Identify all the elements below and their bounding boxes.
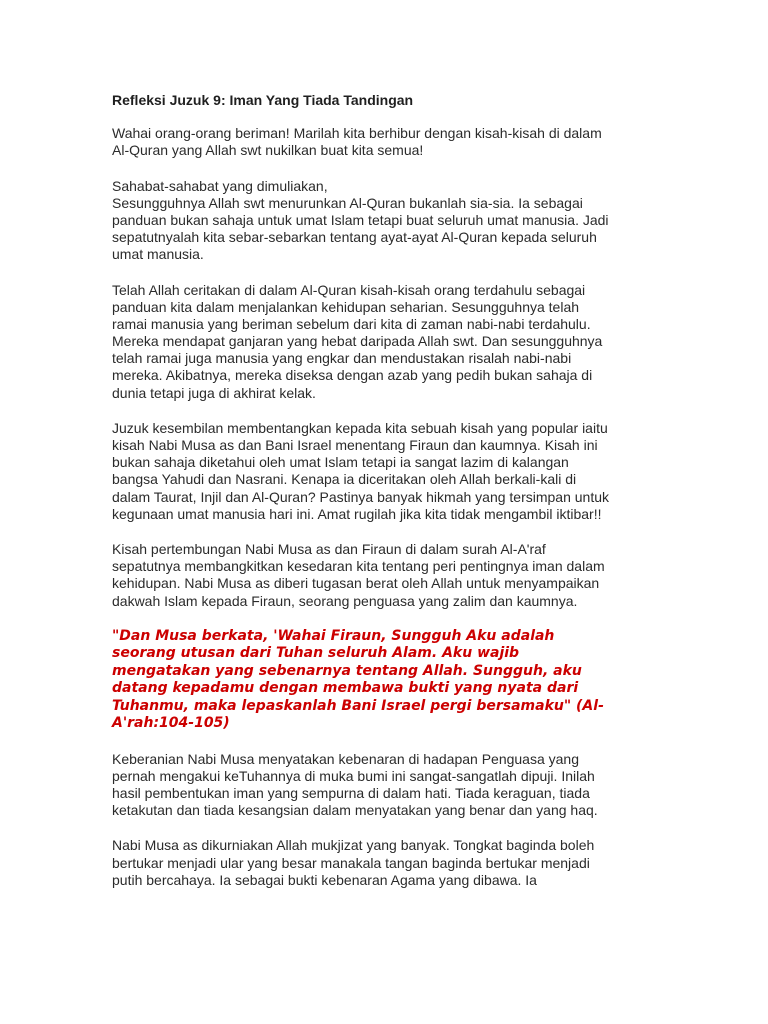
- text-line: bangsa Yahudi dan Nasrani. Kenapa ia diceritakan oleh Allah berkali-kali di: [112, 471, 577, 488]
- document-body: [112, 92, 732, 907]
- text-line: Kisah pertembungan Nabi Musa as dan Firaun di dalam surah Al-A'raf: [112, 540, 546, 557]
- paragraph-mukjizat: [112, 837, 732, 889]
- paragraph-keberanian: [112, 751, 732, 820]
- text-line: Wahai orang-orang beriman! Marilah kita berhibur dengan kisah-kisah di dalam: [112, 125, 602, 142]
- text-line: Keberanian Nabi Musa menyatakan kebenaran di hadapan Penguasa yang: [112, 750, 580, 767]
- quote-line: datang kepadamu dengan membawa bukti yang nyata dari: [112, 680, 579, 697]
- paragraph-juzuk-kesembilan: [112, 420, 732, 523]
- text-line: umat manusia.: [112, 246, 204, 263]
- quote-line: A'rah:104-105): [112, 715, 230, 732]
- text-line: kehidupan. Nabi Musa as diberi tugasan berat oleh Allah untuk menyampaikan: [112, 575, 600, 592]
- text-line: panduan bukan sahaja untuk umat Islam tetapi buat seluruh umat manusia. Jadi: [112, 211, 609, 228]
- paragraph-pertembungan: [112, 541, 732, 610]
- text-line: Sesungguhnya Allah swt menurunkan Al-Quran bukanlah sia-sia. Ia sebagai: [112, 194, 583, 211]
- text-line: Telah Allah ceritakan di dalam Al-Quran kisah-kisah orang terdahulu sebagai: [112, 281, 586, 298]
- text-line: Al-Quran yang Allah swt nukilkan buat kita semua!: [112, 142, 424, 159]
- quote-line: seorang utusan dari Tuhan seluruh Alam. Aku wajib: [112, 645, 520, 662]
- text-line: telah ramai juga manusia yang engkar dan mendustakan risalah nabi-nabi: [112, 350, 572, 367]
- text-line: Nabi Musa as dikurniakan Allah mukjizat yang banyak. Tongkat baginda boleh: [112, 837, 595, 854]
- text-line: dalam Taurat, Injil dan Al-Quran? Pastinya banyak hikmah yang tersimpan untuk: [112, 488, 610, 505]
- quote-line: Tuhanmu, maka lepaskanlah Bani Israel pergi bersamaku" (Al-: [112, 697, 604, 714]
- text-line: hasil pembentukan iman yang sempurna di dalam hati. Tiada keraguan, tiada: [112, 785, 590, 802]
- text-line: Sahabat-sahabat yang dimuliakan,: [112, 177, 328, 194]
- text-line: Mereka mendapat ganjaran yang hebat daripada Allah swt. Dan sesungguhnya: [112, 333, 603, 350]
- quote-line: mengatakan yang sebenarnya tentang Allah. Sungguh, aku: [112, 662, 582, 679]
- text-line: bertukar menjadi ular yang besar manakala tangan baginda bertukar menjadi: [112, 854, 590, 871]
- text-line: mereka. Akibatnya, mereka diseksa dengan azab yang pedih bukan sahaja di: [112, 367, 593, 384]
- text-line: kisah Nabi Musa as dan Bani Israel menentang Firaun dan kaumnya. Kisah ini: [112, 437, 598, 453]
- text-line: sepatutnya membangkitkan kesedaran kita tentang peri pentingnya iman dalam: [112, 558, 605, 575]
- text-line: Juzuk kesembilan membentangkan kepada kita sebuah kisah yang popular iaitu: [112, 419, 608, 436]
- quran-quote: [112, 628, 732, 733]
- quote-line: "Dan Musa berkata, 'Wahai Firaun, Sungguh Aku adalah: [112, 627, 555, 644]
- document-title: Refleksi Juzuk 9: Iman Yang Tiada Tandingan: [112, 92, 414, 108]
- text-line: putih bercahaya. Ia sebagai bukti kebenaran Agama yang dibawa. Ia: [112, 871, 537, 888]
- text-line: ketakutan dan tiada kesangsian dalam menyatakan yang benar dan yang haq.: [112, 802, 598, 819]
- text-line: ramai manusia yang beriman sebelum dari kita di zaman nabi-nabi terdahulu.: [112, 315, 591, 332]
- text-line: kegunaan umat manusia hari ini. Amat rugilah jika kita tidak mengambil iktibar!!: [112, 505, 602, 522]
- text-line: dunia tetapi juga di akhirat kelak.: [112, 384, 316, 401]
- text-line: bukan sahaja diketahui oleh umat Islam tetapi ia sangat lazim di kalangan: [112, 454, 569, 471]
- text-line: pernah mengakui keTuhannya di muka bumi ini sangat-sangatlah dipuji. Inilah: [112, 767, 595, 784]
- text-line: panduan kita dalam menjalankan kehidupan seharian. Sesungguhnya telah: [112, 298, 580, 315]
- text-line: dakwah Islam kepada Firaun, seorang penguasa yang zalim dan kaumnya.: [112, 592, 578, 609]
- text-line: sepatutnyalah kita sebar-sebarkan tentang ayat-ayat Al-Quran kepada seluruh: [112, 229, 597, 246]
- paragraph-sahabat: [112, 178, 732, 264]
- paragraph-kisah-terdahulu: [112, 282, 732, 402]
- paragraph-greeting: [112, 125, 732, 159]
